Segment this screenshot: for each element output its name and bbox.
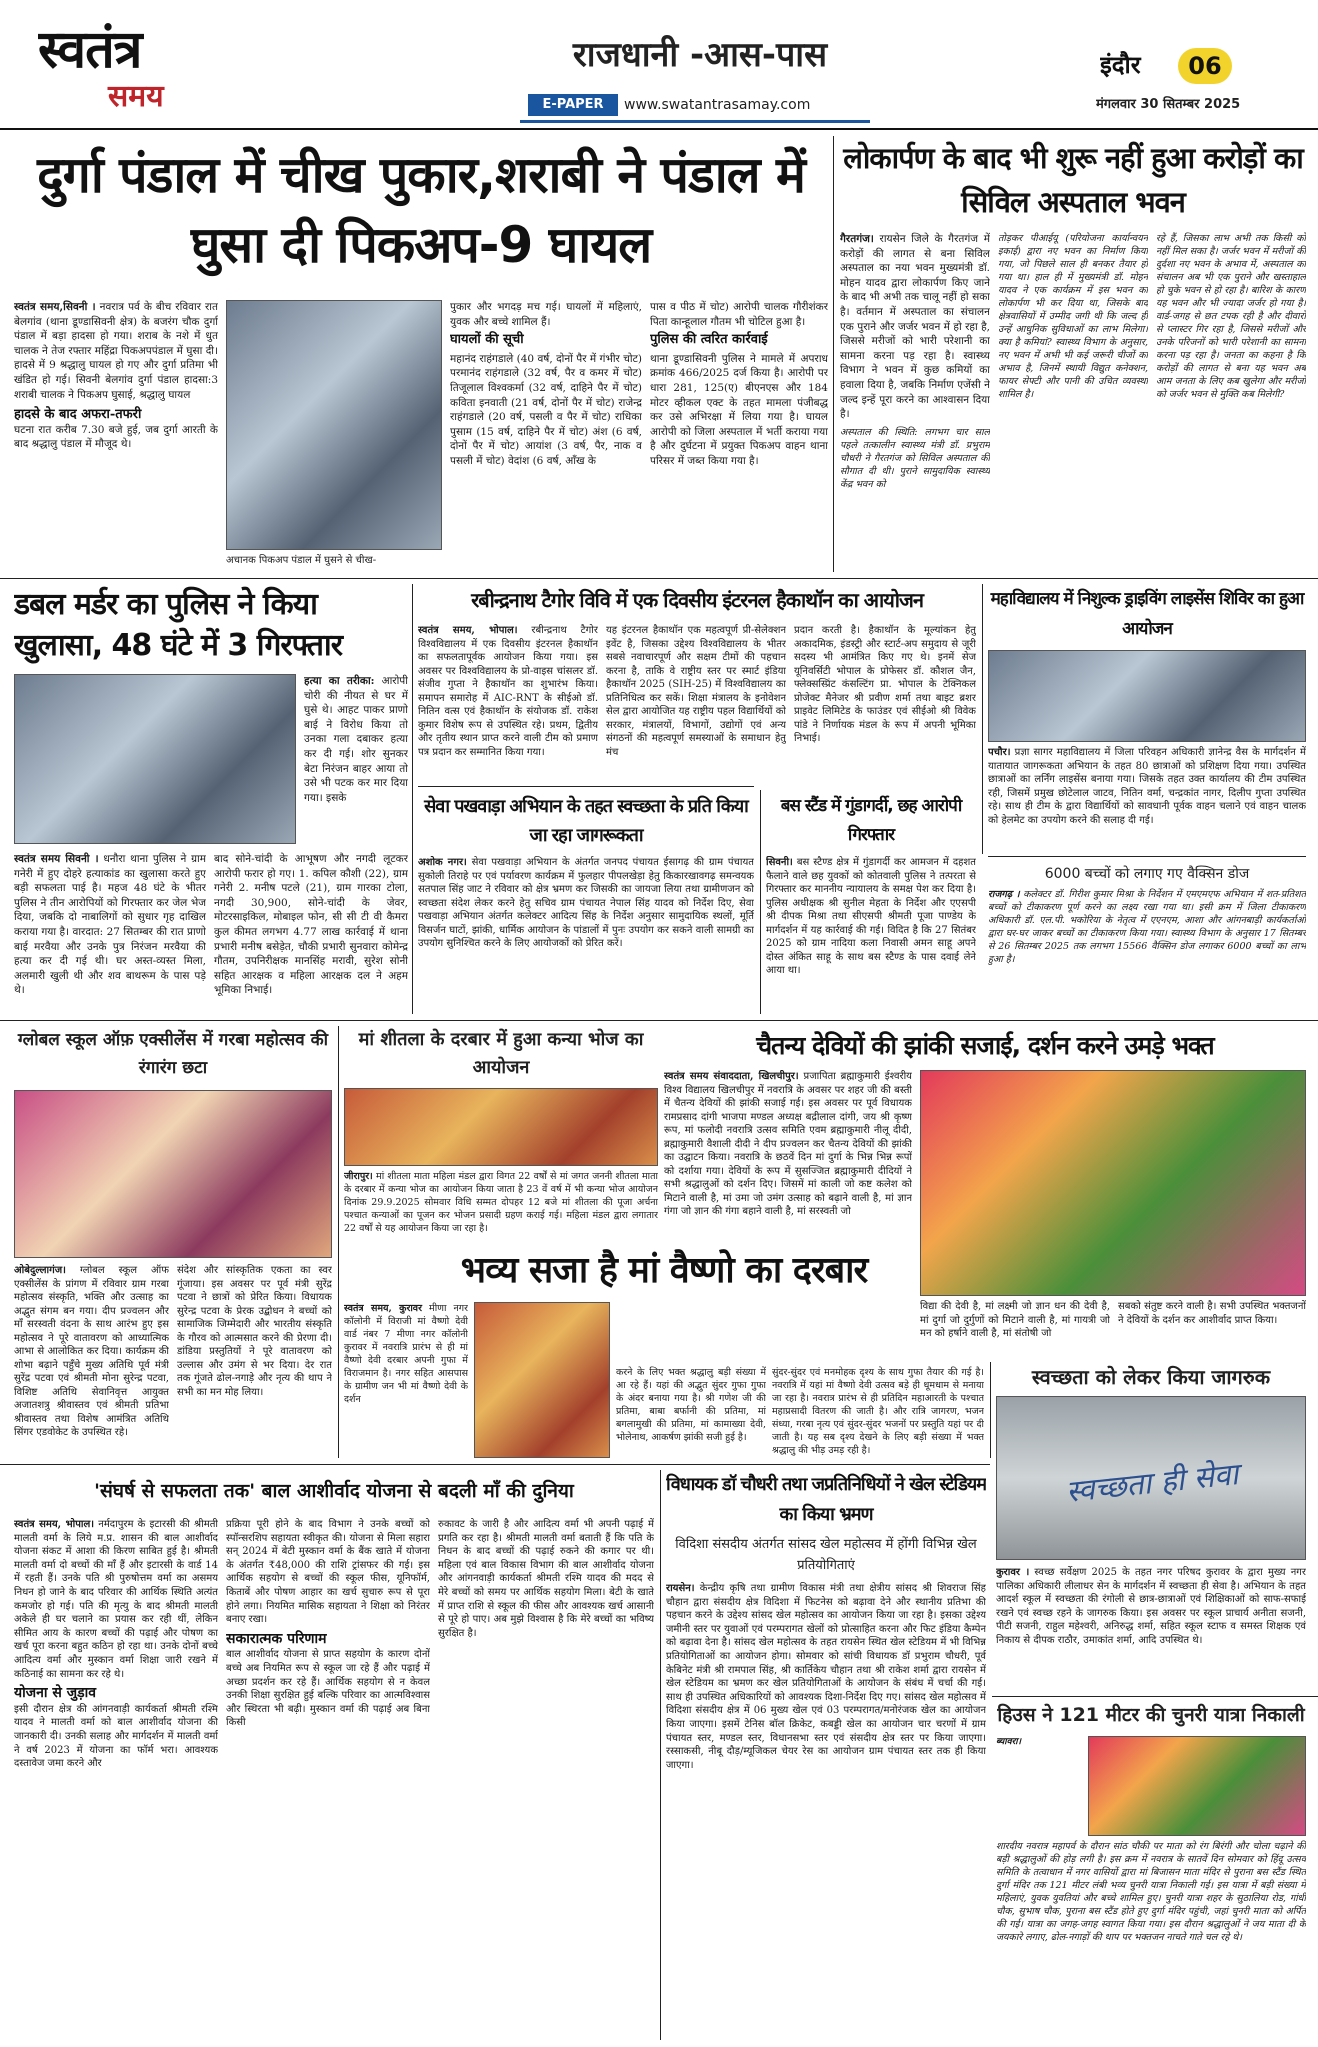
body-b: यह इंटरनल हैकाथॉन एक महत्वपूर्ण प्री-सेलेक्शन इवेंट है, जिसका उद्देश्य विश्वविद्यालय के भीतर सबसे नवाचारपूर्ण और सक्षम टीमों की पहचान करना है, ताकि वे राष्ट्रीय स्तर पर स्मार्ट इंडिया हैकाथॉन 2025 (SIH-25) में विश्वविद्यालय का प्रतिनिधित्व कर सकें। शिक्षा मंत्रालय के इनोवेशन सेल द्वारा आयोजित यह राष्ट्रीय पहल विद्यार्थियों को सरकार, मंत्रालयों, विभागों, उद्योगों एवं अन्य संगठनों की महत्वपूर्ण समस्याओं के समाधान हेतु मंच: [606, 625, 786, 758]
body: सेवा पखवाड़ा अभियान के अंतर्गत जनपद पंचायत ईसागढ़ की ग्राम पंचायत सुकोली तिराहे पर एवं पर्यावरण कार्यक्रम में फुलहार पीपलखेड़ा हेतु किकारखावगढ़ समन्वयक सतपाल सिंह जाट ने रविवार को क्षेत्र भ्रमण कर जिसकी का जायजा लिया तथा ग्रामीणजन को स्वच्छता संदेश लेकर करने हेतु सचिव ग्राम पंचायत नेपाल सिंह यादव को निर्देश दिए, सेवा पखवाड़ा अभियान अंतर्गत कलेक्टर आदित्य सिंह के निर्देश अनुसार सामुदायिक स्थलों, मूर्ति विसर्जन घाटों, झांकी, धार्मिक आयोजन के पांडालों में पुनः उपयोग कर सकने वाली सामग्री का उपयोग सुनिश्चित करने के लिए आयोजकों को प्रेरित करें।: [418, 857, 754, 949]
body-e: रुकावट के जारी है और आदित्य वर्मा भी अपनी पढ़ाई में प्रगति कर रहा है। श्रीमती मालती वर्मा बताती हैं कि पति के निधन के बाद बच्चों की पढ़ाई रुकने की कगार पर थी। महिला एवं बाल विकास विभाग की बाल आशीर्वाद योजना और आंगनवाड़ी कार्यकर्ता श्रीमती रश्मि यादव की मदद से मेरे बच्चों को समय पर आर्थिक सहयोग मिला। बेटी के खाते में प्राप्त राशि से स्कूल की फीस और आवश्यक खर्च आसानी से पूरे हो पाए। अब मुझे विश्वास है कि मेरे बच्चों का भविष्य सुरक्षित है।: [438, 1519, 654, 1639]
body-d: महानंद राहंगडाले (40 वर्ष, दोनों पैर में गंभीर चोट) परमानंद राहंगडाले (32 वर्ष, पैर व कमर में चोट) तिजूलाल विश्वकर्मा (32 वर्ष, दाहिने पैर में चोट) कविता इनवाती (21 वर्ष, दोनों पैर में चोट) राजेन्द्र राहंगडाले (20 वर्ष, पसली व पैर में चोट) राधिका पुसाम (15 वर्ष, दाहिने पैर में चोट) अंश (6 वर्ष, दोनों पैर में चोट) आयांश (3 वर्ष, पैर, नाक व पसली में चोट) वेदांश (6 वर्ष, आँख के: [450, 352, 642, 467]
body-b: वारदात: 27 सितम्बर की रात प्राणो बाई मरवैया और उनके पुत्र निरंजन मरवैया की हत्या कर दी गई थी। घर अस्त-व्यस्त मिला, अलमारी खुली थी और शव बाथरूम के पास पड़े थे।: [14, 925, 206, 997]
byline: स्वतंत्र समय, कुरावर: [344, 1303, 422, 1314]
body-b: नवरात्रि के छठवें दिन मां दुर्गा के भिन्न भिन्न रूपों को दर्शाया गया। देवियों के रूप में सुसज्जित ब्रह्माकुमारी दीदियों ने सभी श्रद्धालुओं को दर्शन दिए। जिसमें मां काली जो कष्ट कलेश को मिटाने वाली है, मां उमा जो उमंग उत्साह को बढ़ाने वाली है, मां ज्ञान गंगा जो ज्ञान की गंगा बहाने वाली है, मां सरस्वती जो: [664, 1152, 912, 1217]
byline: ओबेदुल्लागंज।: [14, 1265, 66, 1276]
story-body-col3: [1156, 232, 1306, 572]
chunri-yatra-photo: [1088, 1736, 1306, 1836]
story-body: [988, 888, 1306, 1014]
story-garba: [14, 1026, 332, 1458]
headline: बस स्टैंड में गुंडागर्दी, छह आरोपी गिरफ्तार: [780, 796, 962, 845]
rangoli-text: स्वच्छता ही सेवा: [1064, 1457, 1240, 1510]
story-body: [766, 856, 976, 1014]
byline: स्वतंत्र समय, भोपाल।: [418, 625, 518, 636]
story-body: [14, 852, 206, 1014]
subhead: पुलिस की त्वरित कार्रवाई: [650, 332, 768, 348]
body-b: घटना रात करीब 7.30 बजे हुई, जब दुर्गा आरती के बाद श्रद्धालु पंडाल में मौजूद थे।: [14, 423, 218, 451]
subhead: हादसे के बाद अफरा-तफरी: [14, 407, 142, 423]
students-photo: [988, 650, 1306, 742]
photo-caption: अचानक पिकअप पंडाल में घुसने से चीख-: [226, 555, 377, 566]
body-a: नर्मदापुरम के इटारसी की श्रीमती मालती वर्मा के लिये म.प्र. शासन की बाल आशीर्वाद योजना संकट में आशा की किरण साबित हुई है। श्रीमती मालती वर्मा दो बच्चों की माँ हैं और इटारसी के वार्ड 14 में रहती हैं। उनके पति श्री पुरुषोत्तम वर्मा का असमय निधन हो जाने के बाद परिवार की आर्थिक स्थिति अत्यंत कमजोर हो गई। पति की मृत्यु के बाद श्रीमती मालती अकेले ही घर चलाने का प्रयास कर रही थीं, लेकिन सीमित आय के कारण बच्चों की पढ़ाई और पोषण का खर्च पूरा करना बहुत कठिन हो रहा था। उनके दोनों बच्चे आदित्य वर्मा और मुस्कान वर्मा शिक्षा जारी रखने में कठिनाई का सामना कर रहे थे।: [14, 1519, 218, 1680]
vaishno-photo: [474, 1302, 610, 1458]
story-body-col2: [616, 1366, 766, 1458]
byline: स्वतंत्र समय, भोपाल।: [14, 1519, 95, 1530]
masthead: [0, 0, 1318, 130]
byline: पचौर।: [988, 747, 1011, 758]
body-c: तोड़कर पीआईयू (परियोजना कार्यान्वयन इकाई) द्वारा नए भवन का निर्माण किया गया, जो पिछले साल ही बनकर तैयार हो गया था। हाल ही में मुख्यमंत्री डॉ. मोहन यादव ने एक कार्यक्रम में इस भवन का लोकार्पण भी कर दिया था, जिसके बाद क्षेत्रवासियों में उम्मीद जगी थी कि जल्द ही उन्हें आधुनिक सुविधाओं का लाभ मिलेगा। क्या है कमियां? स्वास्थ्य विभाग के अनुसार, नए भवन में अभी भी कई जरूरी चीजों का अभाव है, जिनमें स्थायी विद्युत कनेक्शन, फायर सेफ्टी और पानी की उचित व्यवस्था शामिल है।: [998, 233, 1148, 400]
story-body-col3: [794, 624, 976, 780]
headline: सेवा पखवाड़ा अभियान के तहत स्वच्छता के प्रति किया जा रहा जागरूकता: [424, 796, 748, 846]
side-column: [304, 674, 408, 844]
headline: रबीन्द्रनाथ टैगोर विवि में एक दिवसीय इंटरनल हैकाथॉन का आयोजन: [471, 588, 923, 612]
story-seva-pakhwada: [418, 786, 754, 1014]
divider: [0, 578, 1318, 579]
byline: गैरतगंज।: [840, 233, 874, 245]
story-body: [14, 1264, 169, 1458]
divider: [760, 790, 761, 1014]
body-a: मीणा नगर कॉलोनी में विराजी मां वैष्णो देवी वार्ड नंबर 7 मीणा नगर कॉलोनी कुरावर में नवरात्रि प्रारंभ से ही मां वैष्णो देवी दरबार अपनी गुफा में विराजमान है। नगर सहित आसपास के ग्रामीण जन भी मां वैष्णो देवी के दर्शन: [344, 1303, 468, 1405]
body-d: बाल आशीर्वाद योजना से प्राप्त सहयोग के कारण दोनों बच्चे अब नियमित रूप से स्कूल जा रहे हैं और पढ़ाई में अच्छा प्रदर्शन कर रहे हैं। आर्थिक सहयोग से न केवल उनकी शिक्षा सुरक्षित हुई बल्कि परिवार का आत्मविश्वास और स्थिरता भी बढ़ी। मुस्कान वर्मा की पढ़ाई अब बिना किसी: [226, 1649, 430, 1729]
byline: अशोक नगर।: [418, 857, 467, 868]
body-a: नवरात्र पर्व के बीच रविवार रात बेलगांव (थाना डूण्डासिवनी क्षेत्र) के बजरंग चौक दुर्गा पंडाल में बड़ा हादसा हो गया। शराब के नशे में धुत चालक ने तेज रफ्तार महिंद्रा पिकअपपंडाल में घुसा दी। हादसे में 9 श्रद्धालु घायल हो गए और दुर्गा प्रतिमा भी खंडित हो गई। सिवनी बेलगांव दुर्गा पंडाल हादसा:3 शराबी चालक ने पिकअप घुसाई, श्रद्धालु घायल: [14, 301, 218, 401]
city-name: इंदौर: [1100, 51, 1141, 79]
headline: 'संघर्ष से सफलता तक' बाल आशीर्वाद योजना से बदली माँ की दुनिया: [14, 1470, 654, 1512]
story-body-col2: [450, 300, 642, 572]
byline: स्वतंत्र समय,सिवनी ।: [14, 301, 96, 313]
story-civil-hospital: [840, 136, 1306, 572]
story-driving-license: [988, 584, 1306, 846]
story-swachhta: [996, 1362, 1306, 1692]
body-b: इसी दौरान क्षेत्र की आंगनवाड़ी कार्यकर्ता श्रीमती रश्मि यादव ने मालती वर्मा को बाल आशीर्वाद योजना की जानकारी दी। उनकी सलाह और मार्गदर्शन में मालती वर्मा ने वर्ष 2023 में योजना का फॉर्म भरा। आवश्यक दस्तावेज जमा करने और: [14, 1703, 218, 1770]
website-link[interactable]: www.swatantrasamay.com: [624, 97, 811, 113]
divider: [0, 1464, 990, 1465]
body-a: रायसेन जिले के गैरतगंज में करोड़ों की लागत से बना सिविल अस्पताल का नया भवन मुख्यमंत्री डॉ. मोहन यादव द्वारा लोकार्पण किए जाने के बाद भी अभी तक चालू नहीं हो सका है। वर्तमान में अस्पताल का संचालन एक पुराने और जर्जर भवन में हो रहा है, जिससे मरीजों को भारी परेशानी का सामना करना पड़ रहा है। स्वास्थ्य विभाग ने भवन में कुछ कमियों का हवाला दिया है, जबकि निर्माण एजेंसी ने जल्द इन्हें पूरा करने का आश्वासन दिया है।: [840, 233, 990, 421]
masthead-line: [520, 120, 870, 123]
headline: महाविद्यालय में निशुल्क ड्राइविंग लाइसेंस शिविर का हुआ आयोजन: [990, 589, 1304, 639]
story-body-col2: [177, 1264, 332, 1458]
story-kanya-bhoj: [344, 1026, 658, 1240]
headline: लोकार्पण के बाद भी शुरू नहीं हुआ करोड़ों का सिविल अस्पताल भवन: [843, 141, 1303, 219]
date-line: मंगलवार 30 सितम्बर 2025: [1096, 97, 1241, 112]
body: केन्द्रीय कृषि तथा ग्रामीण विकास मंत्री तथा क्षेत्रीय सांसद श्री शिवराज सिंह चौहान द्वारा संसदीय क्षेत्र विदिशा में फिटनेस को बढ़ावा देने और स्थानीय प्रतिभा की पहचान करने के उद्देश्य सांसद खेल महोत्सव का आयोजन किया जा रहा है। इसका उद्देश्य जमीनी स्तर पर युवाओं एवं परम्परागत खेलों को प्रोत्साहित करना और फिट इंडिया कैम्पेन को बढ़ावा देना है। सांसद खेल महोत्सव के तहत रायसेन स्थित खेल स्टेडियम में भी विभिन्न प्रतियोगिताओं का आयोजन होगा। सोमवार को सांची विधायक डॉ प्रभुराम चौधरी, पूर्व केबिनेट मंत्री श्री रामपाल सिंह, श्री कार्तिकेय चौहान तथा श्री राकेश शर्मा द्वारा रायसेन में खेल स्टेडियम का भ्रमण कर खेल प्रतियोगिताओं के आयोजन के संबंध में चर्चा की गई। साथ ही उपस्थित अधिकारियों को आवश्यक दिशा-निर्देश दिए गए। सांसद खेल महोत्सव में विदिशा संसदीय क्षेत्र में 06 मुख्य खेल एवं 03 परम्परागत/मनोरंजक खेल का आयोजन किया जाएगा। इसमें टेनिस बॉल क्रिकेट, कबड्डी खेल का आयोजन चार चरणों में ग्राम पंचायत स्तर, मण्डल स्तर, विधानसभा स्तर एवं संसदीय क्षेत्र स्तर पर किया जाएगा। रस्साकसी, नीबू दौड़/म्यूजिकल चेयर रेस का आयोजन ग्राम पंचायत स्तर तक ही किया जाएगा।: [666, 1583, 986, 1771]
body-c: सुंदर-सुंदर एवं मनमोहक दृश्य के साथ गुफा तैयार की गई है। नवरात्रि में यहां मां वैष्णो देवी उत्सव बड़े ही धूमधाम से मनाया जा रहा है। नवरात्र प्रारंभ से ही प्रतिदिन महाआरती के पश्चात महाप्रसादी वितरण की जाती है। और रात्रि जागरण, भजन संध्या, गरबा नृत्य एवं सुंदर-सुंदर भजनों पर प्रस्तुति यहां पर दी जाती है। यह सब दृश्य देखने के लिए बड़ी संख्या में भक्त श्रद्धालु की भीड़ उमड़ रही है।: [772, 1367, 984, 1456]
body: मां शीतला माता महिला मंडल द्वारा विगत 22 वर्षों से मां जगत जननी शीतला माता के दरबार में कन्या भोज का आयोजन किया जाता है 23 वें वर्ष में भी कन्या भोज आयोजन दिनांक 29.9.2025 सोमवार विधि सम्मत दोपहर 12 बजे मां शीतला की पूजा अर्चना पश्चात कन्याओं का पूजन कर भोजन प्रसादी ग्रहण कराई गई। महिला मंडल द्वारा लगातार 22 वर्षों से यह आयोजन किया जा रहा है।: [344, 1171, 658, 1234]
body: शारदीय नवरात्र महापर्व के दौरान सांठ चौकी पर माता को रंग बिरंगी और चोला चढ़ाने की बड़ी श्रद्धालुओं की होड़ लगी है। इस क्रम में नवरात्र के सातवें दिन सोमवार को हिंदू उत्सव समिति के तत्वाधान में नगर वासियों द्वारा मां बिजासन माता मंदिर से पुराना बस स्टैंड स्थित दुर्गा मंदिर तक 121 मीटर लंबी भव्य चुनरी यात्रा निकाली गई। इस यात्रा में बड़ी संख्या में महिलाएं, युवक युवतियां और बच्चे शामिल हुए। चुनरी यात्रा शहर के सुठालिया रोड, गांधी चौक, सुभाष चौक, पुराना बस स्टैंड होते हुए दुर्गा मंदिर पहुंची, जहां चुनरी माता को अर्पित की गई। यात्रा का जगह-जगह स्वागत किया गया। इस दौरान श्रद्धालुओं ने जय माता दी के जयकारे लगाए, ढोल-नगाड़ों की थाप पर भक्तजन नाचते गाते चल रहे थे।: [996, 1841, 1306, 1943]
headline: विधायक डॉ चौधरी तथा जप्रतिनिधियों ने खेल स्टेडियम का किया भ्रमण: [666, 1474, 986, 1525]
body-b: अस्पताल की स्थिति: लगभग चार साल पहले तत्कालीन स्वास्थ्य मंत्री डॉ. प्रभुराम चौधरी ने गैरतगंज को सिविल अस्पताल की सौगात दी थी। पुराने सामुदायिक स्वास्थ्य केंद्र भवन को: [840, 426, 990, 490]
byline: ब्यावरा।: [996, 1737, 1021, 1747]
subhead: सकारात्मक परिणाम: [226, 1630, 327, 1647]
story-body: [988, 746, 1306, 846]
rangoli-photo: [996, 1396, 1306, 1560]
garba-photo: [14, 1090, 332, 1258]
byline: रायसेन।: [666, 1583, 695, 1594]
byline: जीरापुर।: [344, 1171, 373, 1182]
byline: स्वतंत्र समय सिवनी ।: [14, 853, 99, 865]
page-number: 06: [1178, 48, 1232, 84]
headline: भव्य सजा है मां वैष्णो का दरबार: [460, 1250, 868, 1291]
divider: [988, 856, 1306, 857]
headline: चैतन्य देवियों की झांकी सजाई, दर्शन करने उमड़े भक्त: [756, 1031, 1214, 1060]
story-body: [840, 232, 990, 572]
headline: स्वच्छता को लेकर किया जागरुक: [1031, 1365, 1271, 1389]
byline: सिवनी।: [766, 857, 793, 868]
side-text: आरोपी चोरी की नीयत से घर में घुसे थे। आहट पाकर प्राणो बाई ने विरोध किया तो उनका गला दबाकर हत्या कर दी गई। शोर सुनकर बेटा निरंजन बाहर आया तो उसे भी पटक कर मार दिया गया। इसके: [304, 675, 408, 804]
byline: स्वतंत्र समय संवाददाता, खिलचीपुर।: [664, 1071, 799, 1082]
body: प्रज्ञा सागर महाविद्यालय में जिला परिवहन अधिकारी ज्ञानेन्द्र वैस के मार्गदर्शन में यातायात जागरूकता अभियान के तहत 80 छात्राओं को प्रशिक्षण दिया गया। उपस्थित छात्राओं का लर्निंग लाइसेंस बनाया गया। जिसके तहत उक्त कार्यालय की टीम उपस्थित रही, जिसमें प्रमुख छोटेलाल जाटव, नितिन वर्मा, चन्द्रकांत नागर, दिलीप गुप्ता उपस्थित रहे। साथ ही टीम के द्वारा विद्यार्थियों को सावधानी पूर्वक वाहन चलाने एवं वाहन चालक को हेलमेट का उपयोग करने की सलाह दी गई।: [988, 747, 1306, 826]
story-bus-stand: [766, 790, 976, 1014]
headline: हिउस ने 121 मीटर की चुनरी यात्रा निकाली: [997, 1704, 1305, 1726]
body-c: बाद सोने-चांदी के आभूषण और नगदी लूटकर आरोपी फरार हो गए। 1. कपिल कौशी (22), ग्राम गनेरी 2. मनीष पटले (21), ग्राम गारका टोला, नगदी 30,900, सोने-चांदी के जेवर, मोटरसाइकिल, मोबाइल फोन, सी सी टी वी कैमरा कुल कीमत लगभग 4.77 लाख कार्रवाई में थाना प्रभारी मनीष बसेड़ेत, चौकी प्रभारी सुनवारा कोमेन्द्र गौतम, उपनिरीक्षक मानसिंह मरावी, सुरेश सोनी सहित आरक्षक व महिला आरक्षक दल ने अहम भूमिका निभाई।: [214, 853, 408, 997]
body: बस स्टैण्ड क्षेत्र में गुंडागर्दी कर आमजन में दहशत फैलाने वाले छह युवकों को कोतवाली पुलिस ने तत्परता से गिरफ्तार कर माननीय न्यायालय के समक्ष पेश कर दिया है। पुलिस अधीक्षक श्री सुनील मेहता के निर्देश और एएसपी श्री दीपक मिश्रा तथा सीएसपी श्रीमती पूजा पाण्डेय के मार्गदर्शन में यह कार्रवाई की गई। विदित है कि 27 सितंबर 2025 को ग्राम नादिया कला निवासी अमन साहू अपने दोस्त अंकित साहू के साथ बस स्टैण्ड के पास दवाई लेने आया था।: [766, 857, 976, 976]
story-bal-ashirwad: [14, 1470, 654, 2040]
body: कलेक्टर डॉ. गिरीश कुमार मिश्रा के निर्देशन में एमएमएफ अभियान में शत-प्रतिशत बच्चों को टीकाकरण पूर्ण करने का लक्ष्य रखा गया था। इसी क्रम में जिला टीकाकरण अधिकारी डॉ. एल.पी. भकोरिया के नेतृत्व में एएनएम, आशा और आंगनबाड़ी कार्यकर्ताओं द्वारा घर-घर जाकर बच्चों का टीकाकरण किया गया। स्वास्थ्य विभाग के अनुसार 17 सितम्बर से 26 सितम्बर 2025 तक लगभग 15566 वैक्सिन डोज लगाकर 6000 बच्चों का लाभ हुआ है।: [988, 889, 1306, 965]
masthead-rule: [0, 128, 1318, 130]
story-body: [14, 1518, 218, 2040]
body-c: प्रदान करती है। हैकाथॉन के मूल्यांकन हेतु अकादमिक, इंडस्ट्री और स्टार्ट-अप समुदाय से जूरी सदस्य भी आमंत्रित किए गए थे। इनमें सेज यूनिवर्सिटी भोपाल के प्रोफेसर डॉ. कौशल जैन, फ्लेक्सस्प्रिंट कंसल्टिंग प्रा. भोपाल के टेक्निकल प्रोजेक्ट मैनेजर श्री प्रवीण शर्मा तथा बाइट ब्रशर प्राइवेट लिमिटेड के फाउंडर एवं सीईओ श्री विवेक पांडे ने निर्णायक मंडल के रूप में अपनी भूमिका निभाई।: [794, 625, 976, 744]
story-body: [418, 624, 598, 780]
story-body: [344, 1170, 658, 1240]
headline: 6000 बच्चों को लगाए गए वैक्सिन डोज: [1044, 866, 1250, 882]
story-body: [996, 1566, 1306, 1692]
story-body-col3: [1118, 1300, 1306, 1356]
headline: डबल मर्डर का पुलिस ने किया खुलासा, 48 घंटे में 3 गिरफ्तार: [14, 587, 342, 663]
divider: [660, 1470, 661, 2040]
body-d: रहे हैं, जिसका लाभ अभी तक किसी को नहीं मिल सका है। जर्जर भवन में मरीजों की दुर्दशा नए भवन के अभाव में, अस्पताल का संचालन अब भी एक पुराने और खस्ताहाल हो चुके भवन से हो रहा है। बारिश के कारण यह भवन और भी ज्यादा जर्जर हो गया है। वार्ड-जगह से छत टपक रही है और दीवारों से प्लास्टर गिर रहा है, जिससे मरीजों और उनके परिजनों को भारी परेशानी का सामना करना पड़ रहा है। जनता का कहना है कि करोड़ों की लागत से बना यह भवन अब आम जनता के लिए कब खुलेगा और मरीजों को जर्जर भवन से मुक्ति कब मिलेगी?: [1156, 233, 1306, 400]
divider: [992, 1696, 1318, 1697]
story-body: [418, 856, 754, 1014]
story-body-col2: [226, 1518, 430, 2040]
divider: [0, 1020, 1318, 1021]
news-photo: [226, 300, 442, 550]
side-label: हत्या का तरीका:: [304, 675, 375, 687]
logo-bottom: समय: [108, 79, 164, 114]
story-body-col3: [772, 1366, 984, 1458]
divider: [418, 786, 754, 787]
logo[interactable]: [38, 22, 238, 122]
body-e: पास व पीठ में चोट) आरोपी चालक गौरीशंकर पिता कान्हूलाल गौतम भी चोटिल हुआ है।: [650, 301, 828, 328]
kanya-bhoj-photo: [344, 1088, 658, 1166]
press-conference-photo: [14, 674, 296, 844]
headline: मां शीतला के दरबार में हुआ कन्या भोज का आयोजन: [358, 1029, 644, 1078]
byline: राजगढ़ ।: [988, 889, 1020, 900]
body-c: पुकार और भगदड़ मच गई। घायलों में महिलाएं, युवक और बच्चे शामिल हैं।: [450, 301, 642, 328]
byline: कुरावर ।: [996, 1567, 1030, 1578]
story-body-col3: [438, 1518, 654, 2040]
body-b: करने के लिए भक्त श्रद्धालु बड़ी संख्या में आ रहे हैं। यहां की अद्भुत सुंदर गुफा गुफा के अंदर बनाया गया है। श्री गणेश जी की प्रतिमा, बाबा बर्फानी की प्रतिमा, मां बगलामुखी की प्रतिमा, मां कामाख्या देवी, भोलेनाथ, आकर्षण झांकी सजी हुई है।: [616, 1367, 766, 1443]
story-body: [344, 1302, 468, 1458]
story-stadium-visit: [666, 1470, 986, 2040]
divider: [833, 136, 834, 572]
headline: दुर्गा पंडाल में चीख पुकार,शराबी ने पंडाल में घुसा दी पिकअप-9 घायल: [37, 146, 805, 274]
story-vaishno-darbar: [344, 1246, 984, 1458]
story-body-col3: [650, 300, 828, 572]
story-body: [14, 300, 218, 572]
divider: [982, 584, 983, 854]
story-chunri-yatra: [996, 1700, 1306, 2040]
subhead: घायलों की सूची: [450, 332, 524, 348]
story-body-col2: [998, 232, 1148, 572]
divider: [412, 584, 413, 1014]
body-f: थाना डूण्डासिवनी पुलिस ने मामले में अपराध क्रमांक 466/2025 दर्ज किया है। आरोपी पर धारा 281, 125(ए) बीएनएस और 184 मोटर व्हीकल एक्ट के तहत मामला पंजीबद्ध कर उसे अभिरक्षा में लिया गया है। घायल आरोपी को जिला अस्पताल में भर्ती कराया गया है और दुर्घटना में प्रयुक्त पिकअप वाहन थाना परिसर में जब्त किया गया है।: [650, 352, 828, 467]
story-durga-pandal: [14, 140, 828, 572]
section-title: राजधानी -आस-पास: [572, 35, 828, 75]
story-body: [666, 1582, 986, 2040]
body-c: प्रक्रिया पूरी होने के बाद विभाग ने उनके बच्चों को स्पॉन्सरशिप सहायता स्वीकृत की। योजना से मिला सहारा सन् 2024 में बेटी मुस्कान वर्मा के बैंक खाते में योजना के अंतर्गत ₹48,000 की राशि ट्रांसफर की गई। इस आर्थिक सहयोग से बच्चों की स्कूल फीस, यूनिफॉर्म, किताबें और पोषण आहार का खर्च सुचारु रूप से पूरा होने लगा। नियमित मासिक सहायता ने शिक्षा को निरंतर बनाए रखा।: [226, 1519, 430, 1626]
epaper-badge[interactable]: E-PAPER: [528, 94, 618, 116]
body-d: सबको संतुष्ट करने वाली है। सभी उपस्थित भक्तजनों ने देवियों के दर्शन कर आशीर्वाद प्राप्त किया।: [1118, 1301, 1306, 1326]
story-vaccine: [988, 856, 1306, 1014]
body-a: ग्लोबल स्कूल ऑफ एक्सीलेंस के प्रांगण में रविवार ग्राम गरबा महोत्सव संस्कृति, भक्ति और उत्साह का अद्भुत संगम बन गया। दीप प्रज्वलन और माँ सरस्वती वंदना के साथ आरंभ हुए इस महोत्सव ने पूरे वातावरण को आध्यात्मिक आभा से आलोकित कर दिया। कार्यक्रम की शोभा बढ़ाने पहुँचे मुख्य अतिथि पूर्व मंत्री सुरेंद्र पटवा एवं श्रीमती मोना सुरेन्द्र पटवा, विशिष्ट अतिथि सेवानिवृत्त आयुक्त अजातशत्रु श्रीवास्तव एवं श्रीमती प्रतिभा श्रीवास्तव तथा विशेष आमंत्रित अतिथि सिंगर एडवोकेट के उपस्थित रहे।: [14, 1265, 169, 1438]
body-a: प्रजापिता ब्रह्माकुमारी ईश्वरीय विश्व विद्यालय खिलचीपुर में नवरात्रि के अवसर पर शहर जी की बस्ती में चैतन्य देवियों की झांकी सजाई गई। इस अवसर पर पूर्व विधायक रामप्रसाद दांगी भाजपा मण्डल अध्यक्ष बद्रीलाल दांगी, जय श्री कृष्ण रूप, मां फलोदी नवरात्रि उत्सव समिति एवम ब्रह्माकुमारी नीलू दीदी, ब्रह्माकुमारी वैशाली दीदी ने दीप प्रज्वलन कर चैतन्य देवियों की झांकी का उद्घाटन किया।: [664, 1071, 912, 1163]
logo-top: स्वतंत्र: [38, 22, 142, 80]
body-a: रबीन्द्रनाथ टैगोर विश्वविद्यालय में एक दिवसीय इंटरनल हैकाथॉन का सफलतापूर्वक आयोजन किया गया। इस अवसर पर विश्वविद्यालय के प्रो-वाइस चांसलर डॉ. संजीव गुप्ता ने हैकाथॉन का शुभारंभ किया। समापन समारोह में AIC-RNT के सीईओ डॉ. नितिन वत्स एवं हैकाथॉन के संयोजक डॉ. राकेश कुमार विशेष रूप से उपस्थित रहे। प्रथम, द्वितीय और तृतीय स्थान प्राप्त करने वाली टीम को प्रमाण पत्र प्रदान कर सम्मानित किया गया।: [418, 625, 598, 758]
body-c: विद्या की देवी है, मां लक्ष्मी जो ज्ञान धन की देवी है, मां दुर्गा जो दुर्गुणों को मिटाने वाली है, मां गायत्री जो मन को हर्षाने वाली है, मां संतोषी जो: [920, 1301, 1110, 1339]
story-body: [996, 1840, 1306, 2040]
body: स्वच्छ सर्वेक्षण 2025 के तहत नगर परिषद कुरावर के द्वारा मुख्य नगर पालिका अधिकारी लीलाधर सेन के मार्गदर्शन में स्वच्छता ही सेवा है। अभियान के तहत आदर्श स्कूल में स्वच्छता की रंगोली से छात्र-छात्राओं एवं शिक्षिकाओं को साफ-सफाई रखने एवं स्वच्छ रहने के जागरुक किया। इस अवसर पर स्कूल प्राचार्य अनीता सजनी, पीटी सजनी, राहुल महेश्वरी, अनिरुद्ध शर्मा, सहित स्कूल स्टाफ व समस्त शिक्षक एवं निकाय से दीपक राठौर, उमाकांत शर्मा, आदि उपस्थित थे।: [996, 1567, 1306, 1646]
divider: [338, 1026, 339, 1458]
story-body-left: [996, 1736, 1082, 1816]
divider: [990, 1362, 991, 1458]
story-hackathon: [418, 584, 976, 780]
subheadline: विदिशा संसदीय अंतर्गत सांसद खेल महोत्सव में होंगी विभिन्न खेल प्रतियोगिताएं: [675, 1537, 977, 1573]
body-b: संदेश और सांस्कृतिक एकता का स्वर गूंजाया। इस अवसर पर पूर्व मंत्री सुरेंद्र पटवा ने छात्रों को प्रेरित किया। विधायक सुरेन्द्र पटवा के प्रेरक उद्बोधन ने बच्चों को सामाजिक जिम्मेदारी और भारतीय संस्कृति के गौरव को आत्मसात करने की प्रेरणा दी। डांडिया प्रस्तुतियों ने पूरे वातावरण को उल्लास और उमंग से भर दिया। देर रात तक गूंजते ढोल-नगाड़े और नृत्य की थाप ने सभी का मन मोह लिया।: [177, 1265, 332, 1398]
story-body-col2: [606, 624, 786, 780]
story-double-murder: [14, 584, 408, 1014]
body-a: धनौरा थाना पुलिस ने ग्राम गनेरी में हुए दोहरे हत्याकांड का खुलासा करते हुए बड़ी सफलता पाई है। महज 48 घंटे के भीतर पुलिस ने तीन आरोपियों को गिरफ्तार कर जेल भेज दिया, जबकि दो नाबालिगों को सुधार गृह दाखिल कराया गया है।: [14, 853, 206, 938]
story-body-col2: [214, 852, 408, 1014]
headline: ग्लोबल स्कूल ऑफ़ एक्सीलेंस में गरबा महोत्सव की रंगारंग छटा: [17, 1030, 329, 1078]
subhead: योजना से जुड़ाव: [14, 1685, 97, 1702]
